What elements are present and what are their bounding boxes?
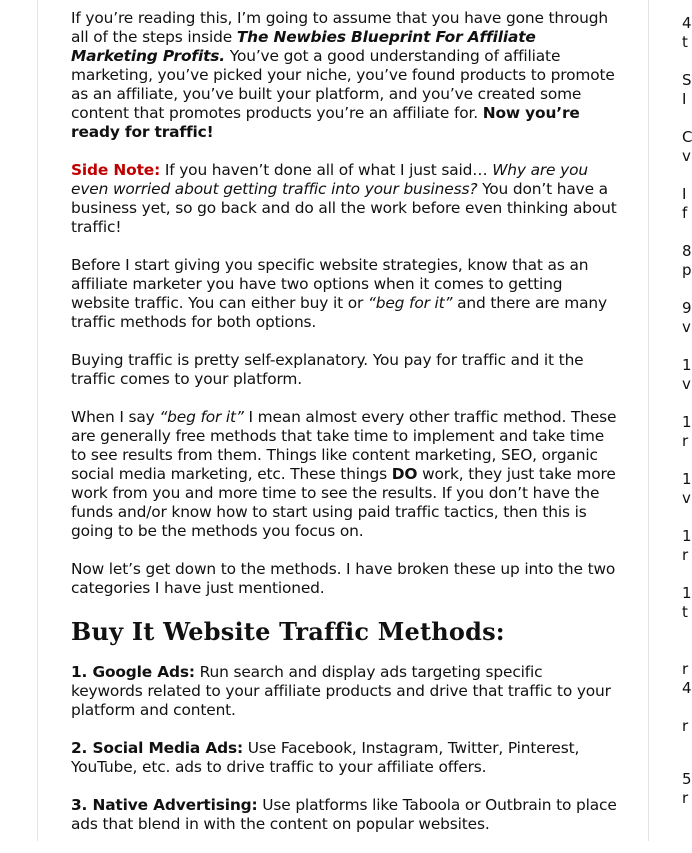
adjacent-page-letter: 8	[682, 242, 692, 260]
intro-text: If you’re reading this, I’m going to assume that you have gone through all of the steps inside	[71, 9, 608, 46]
adjacent-page-letter: 1	[682, 470, 692, 488]
methods-intro-text: Now let’s get down to the methods. I have broken these up into the two categories I have just mentioned.	[71, 560, 616, 597]
adjacent-page-letter: 1	[682, 527, 692, 545]
adjacent-page-letter: v	[682, 147, 691, 165]
adjacent-page-letter: p	[682, 261, 692, 279]
adjacent-page-letter: 1	[682, 356, 692, 374]
options-text-continued: and there are many traffic methods for both options.	[71, 294, 607, 331]
side-note-text: If you haven’t done all of what I just said…	[160, 161, 493, 179]
method-label: 3. Native Advertising:	[71, 796, 258, 814]
adjacent-page-letter: I	[682, 185, 687, 203]
adjacent-page-letter: 5	[682, 770, 692, 788]
adjacent-page-letter: 4	[682, 14, 692, 32]
adjacent-page-letter: r	[682, 660, 689, 678]
section-heading: Buy It Website Traffic Methods:	[71, 617, 505, 646]
do-emphasis: DO	[391, 465, 418, 483]
method-item	[71, 663, 617, 720]
method-item	[71, 739, 617, 777]
adjacent-page-letter: t	[682, 603, 688, 621]
side-note-question: Why are you even worried about getting traffic into your business?	[71, 161, 588, 198]
beg-paragraph	[71, 408, 617, 541]
intro-paragraph	[71, 9, 617, 142]
ready-for-traffic: Now you’re ready for traffic!	[71, 104, 580, 141]
page-right-border	[648, 0, 649, 841]
adjacent-page-letter: f	[682, 204, 688, 222]
methods-intro-paragraph	[71, 560, 617, 598]
side-note-paragraph	[71, 161, 617, 237]
adjacent-page-letter: r	[682, 717, 689, 735]
adjacent-page-letter: t	[682, 33, 688, 51]
method-text: Run search and display ads targeting specific keywords related to your affiliate products and drive that traffic to your platform and content.	[71, 663, 611, 719]
method-item	[71, 796, 617, 834]
adjacent-page-letter: I	[682, 90, 687, 108]
intro-text-continued: You’ve got a good understanding of affiliate marketing, you’ve picked your niche, you’ve found products to promote as an affiliate, you’ve built your platform, and you’ve created some content that promotes products you’re an affiliate for.	[71, 47, 615, 122]
side-note-text-continued: You don’t have a business yet, so go back and do all the work before even thinking about traffic!	[71, 180, 617, 236]
side-note-label: Side Note:	[71, 161, 161, 179]
adjacent-page-fragment	[680, 0, 690, 841]
adjacent-page-letter: v	[682, 318, 691, 336]
beg-text: When I say	[71, 408, 160, 426]
method-text: Use Facebook, Instagram, Twitter, Pinterest, YouTube, etc. ads to drive traffic to your affiliate offers.	[71, 739, 580, 776]
document-body	[71, 9, 617, 853]
adjacent-page-letter: 1	[682, 584, 692, 602]
adjacent-page-letter: r	[682, 546, 689, 564]
book-title: The Newbies Blueprint For Affiliate Marketing Profits.	[71, 28, 536, 65]
adjacent-page-letter: v	[682, 489, 691, 507]
method-label: 1. Google Ads:	[71, 663, 195, 681]
beg-text-end: work, they just take more work from you and more time to see the results. If you don’t have the funds and/or know how to start using paid traffic tactics, then this is going to be the methods you focus on.	[71, 465, 616, 540]
adjacent-page-letter: 9	[682, 299, 692, 317]
adjacent-page-letter: r	[682, 789, 689, 807]
adjacent-page-letter: v	[682, 375, 691, 393]
method-text: Use platforms like Taboola or Outbrain to place ads that blend in with the content on popular websites.	[71, 796, 617, 833]
method-label: 2. Social Media Ads:	[71, 739, 244, 757]
buying-text: Buying traffic is pretty self-explanatory. You pay for traffic and it the traffic comes to your platform.	[71, 351, 584, 388]
page-left-border	[37, 0, 38, 841]
beg-for-it-quote: “beg for it”	[367, 294, 453, 312]
adjacent-page-letter: C	[682, 128, 692, 146]
adjacent-page-letter: r	[682, 432, 689, 450]
beg-for-it-quote: “beg for it”	[159, 408, 244, 426]
beg-text-continued: I mean almost every other traffic method. These are generally free methods that take time to implement and take time to see results from them. Things like content marketing, SEO, organic social media marketing, etc. These things	[71, 408, 617, 483]
options-paragraph	[71, 256, 617, 332]
adjacent-page-letter: S	[682, 71, 692, 89]
adjacent-page-letter: 4	[682, 679, 692, 697]
options-text: Before I start giving you specific website strategies, know that as an affiliate marketer you have two options when it comes to getting website traffic. You can either buy it or	[71, 256, 589, 312]
adjacent-page-letter: 1	[682, 413, 692, 431]
buying-paragraph	[71, 351, 617, 389]
